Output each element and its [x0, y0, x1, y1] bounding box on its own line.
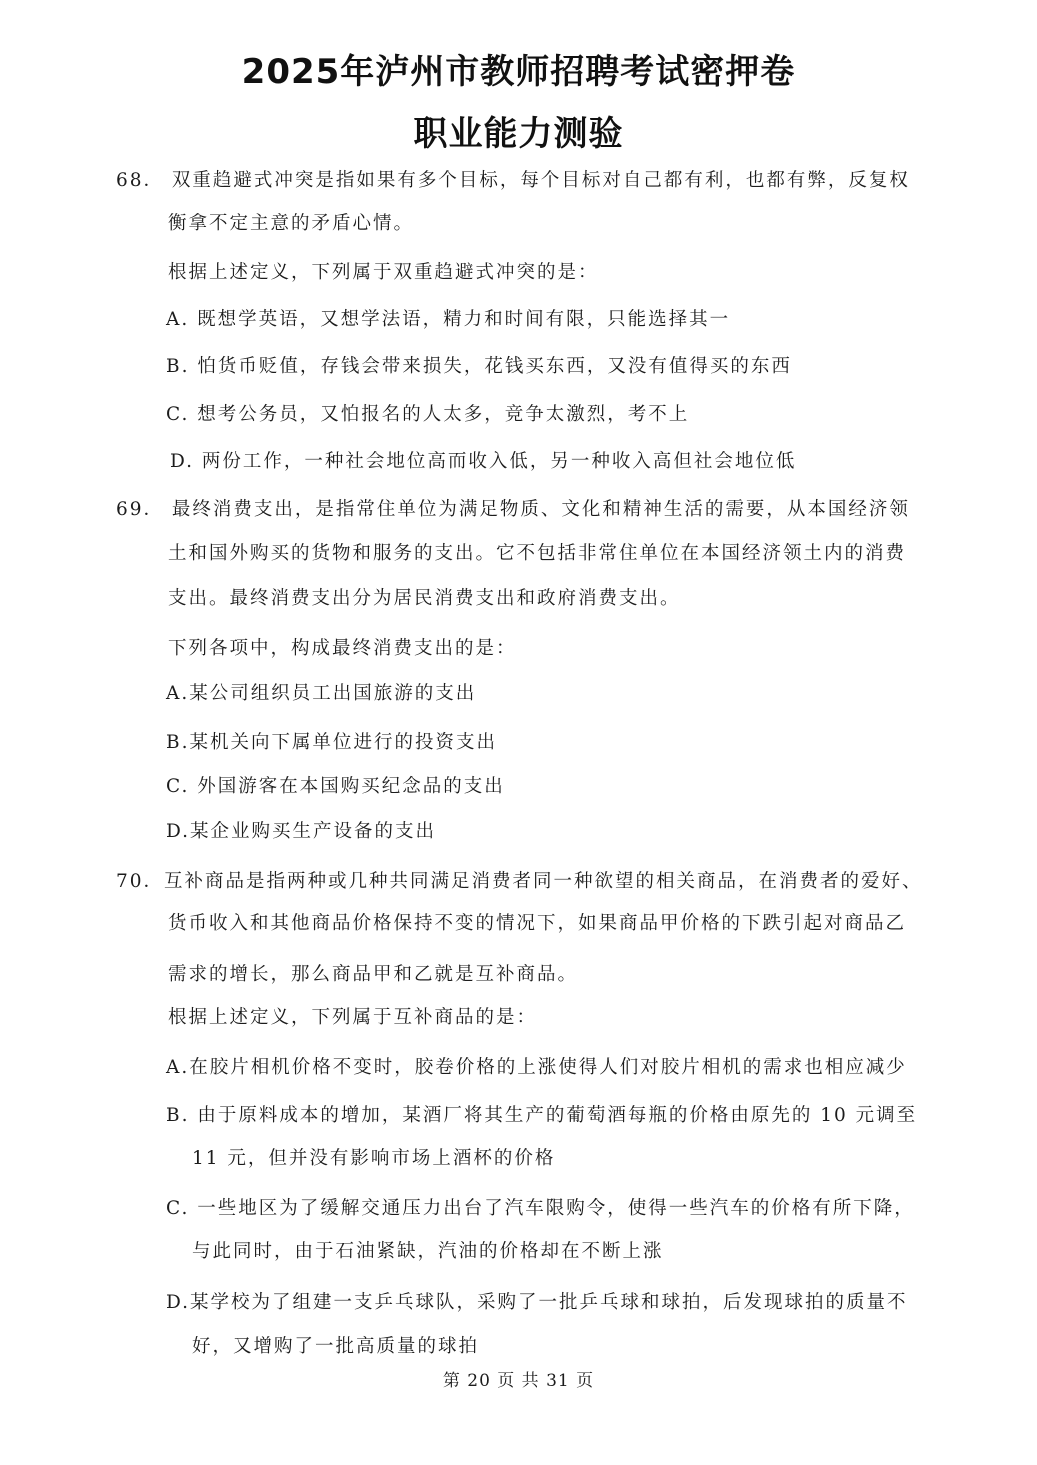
q69-option-d: D.某企业购买生产设备的支出 [166, 821, 437, 842]
q68-option-a: A. 既想学英语，又想学法语，精力和时间有限，只能选择其一 [166, 309, 731, 330]
q69-option-c: C. 外国游客在本国购买纪念品的支出 [166, 776, 505, 797]
q68-prompt: 根据上述定义，下列属于双重趋避式冲突的是： [168, 262, 599, 283]
q70-stem-line2: 货币收入和其他商品价格保持不变的情况下，如果商品甲价格的下跌引起对商品乙 [168, 913, 907, 934]
q70-option-c-line2: 与此同时，由于石油紧缺，汽油的价格却在不断上涨 [192, 1241, 664, 1262]
q70-stem-line3: 需求的增长，那么商品甲和乙就是互补商品。 [168, 964, 579, 985]
q68-stem-line2: 衡拿不定主意的矛盾心情。 [168, 213, 415, 234]
q69-option-a: A.某公司组织员工出国旅游的支出 [166, 683, 477, 704]
page-title: 2025年泸州市教师招聘考试密押卷 [241, 52, 796, 92]
q70-option-b-line2: 11 元，但并没有影响市场上酒杯的价格 [192, 1148, 556, 1169]
q70-option-d-line2: 好，又增购了一批高质量的球拍 [192, 1336, 480, 1357]
q69-prompt: 下列各项中，构成最终消费支出的是： [168, 638, 517, 659]
page-subtitle: 职业能力测验 [413, 114, 624, 154]
q70-option-d-line1: D.某学校为了组建一支乒乓球队，采购了一批乒乓球和球拍，后发现球拍的质量不 [166, 1292, 908, 1313]
q68-option-d: D. 两份工作，一种社会地位高而收入低，另一种收入高但社会地位低 [170, 451, 797, 472]
q68-stem-line1: 68． 双重趋避式冲突是指如果有多个目标，每个目标对自己都有利，也都有弊，反复权 [116, 170, 910, 191]
q70-option-b-line1: B. 由于原料成本的增加，某酒厂将其生产的葡萄酒每瓶的价格由原先的 10 元调至 [166, 1105, 918, 1126]
q70-option-a: A.在胶片相机价格不变时，胶卷价格的上涨使得人们对胶片相机的需求也相应减少 [166, 1057, 907, 1078]
q69-stem-line1: 69． 最终消费支出，是指常住单位为满足物质、文化和精神生活的需要，从本国经济领 [116, 499, 910, 520]
q70-option-c-line1: C. 一些地区为了缓解交通压力出台了汽车限购令，使得一些汽车的价格有所下降， [166, 1198, 915, 1219]
q69-stem-line2: 土和国外购买的货物和服务的支出。它不包括非常住单位在本国经济领土内的消费 [168, 543, 907, 564]
q69-option-b: B.某机关向下属单位进行的投资支出 [166, 732, 497, 753]
q68-option-c: C. 想考公务员，又怕报名的人太多，竞争太激烈，考不上 [166, 404, 690, 425]
page-footer: 第 20 页 共 31 页 [442, 1371, 595, 1391]
q70-prompt: 根据上述定义，下列属于互补商品的是： [168, 1007, 538, 1028]
q70-stem-line1: 70．互补商品是指两种或几种共同满足消费者同一种欲望的相关商品，在消费者的爱好、 [116, 871, 923, 892]
q69-stem-line3: 支出。最终消费支出分为居民消费支出和政府消费支出。 [168, 588, 681, 609]
q68-option-b: B. 怕货币贬值，存钱会带来损失，花钱买东西，又没有值得买的东西 [166, 356, 792, 377]
